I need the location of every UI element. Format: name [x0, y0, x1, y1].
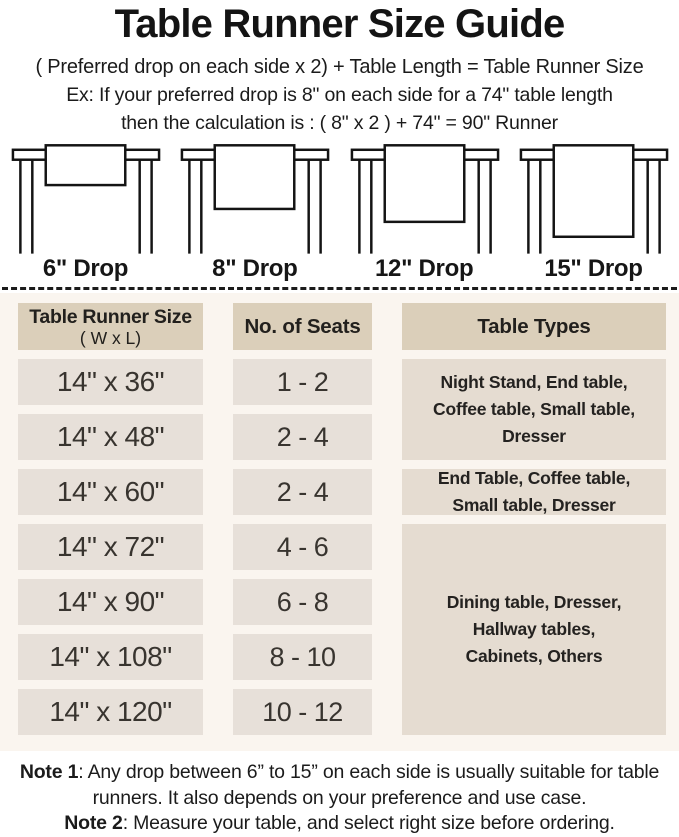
runner-size-cell: 14" x 90" [18, 579, 203, 625]
runner [384, 145, 464, 222]
note-1 [9, 760, 671, 811]
note-1-text: : Any drop between 6” to 15” on each side is usually suitable for table runners. It also depends on your preference and use case. [78, 761, 660, 809]
drop-figure-12 [340, 141, 509, 283]
table-runner-illustration [509, 141, 678, 254]
runner-size-cell: 14" x 48" [18, 414, 203, 460]
table-runner-illustration [170, 141, 339, 254]
table-types-cell-large [402, 524, 666, 735]
seats-cell: 4 - 6 [233, 524, 372, 570]
table-runner-illustration [340, 141, 509, 254]
table-types-cell-medium [402, 469, 666, 515]
drop-label: 6" Drop [42, 255, 129, 282]
drop-label: 15" Drop [544, 255, 643, 282]
table-types-text: Dining table, Dresser, Hallway tables, Cabinets, Others [446, 592, 622, 666]
note-2-text: : Measure your table, and select right size before ordering. [122, 812, 615, 834]
table-types-text: Night Stand, End table, Coffee table, Small table, Dresser [433, 372, 635, 446]
seats-cell: 10 - 12 [233, 689, 372, 735]
column-header-table-types: Table Types [402, 303, 666, 350]
runner-size-cell: 14" x 120" [18, 689, 203, 735]
table-types-text: End Table, Coffee table, Small table, Dresser [437, 468, 631, 515]
drop-label: 12" Drop [374, 255, 474, 282]
table-runner-illustration [1, 141, 170, 254]
seats-cell: 2 - 4 [233, 414, 372, 460]
example-text-line1: Ex: If your preferred drop is 8" on each side for a 74" table length [66, 84, 613, 106]
table-types-cell-small [402, 359, 666, 460]
drop-label: 8" Drop [212, 255, 298, 282]
runner [46, 145, 126, 185]
drop-illustrations-row [0, 135, 679, 283]
footer-notes [0, 760, 679, 837]
size-guide-table [0, 293, 679, 751]
drop-figure-6 [1, 141, 170, 283]
runner [554, 145, 634, 236]
dashed-divider [2, 287, 677, 290]
column-header-runner-size-title: Table Runner Size [29, 305, 192, 328]
page-title: Table Runner Size Guide [114, 2, 565, 46]
seats-cell: 8 - 10 [233, 634, 372, 680]
note-1-label: Note 1 [19, 761, 79, 783]
runner-size-cell: 14" x 108" [18, 634, 203, 680]
seats-cell: 6 - 8 [233, 579, 372, 625]
column-header-seats: No. of Seats [233, 303, 372, 350]
runner-size-cell: 14" x 72" [18, 524, 203, 570]
drop-figure-15 [509, 141, 678, 283]
runner-size-cell: 14" x 36" [18, 359, 203, 405]
column-header-runner-size-subtitle: ( W x L) [79, 327, 142, 348]
note-2-label: Note 2 [64, 812, 123, 834]
example-text-line2: then the calculation is : ( 8" x 2 ) + 74" = 90" Runner [121, 112, 558, 134]
drop-figure-8 [170, 141, 339, 283]
seats-cell: 2 - 4 [233, 469, 372, 515]
runner [215, 145, 295, 209]
column-header-runner-size [18, 303, 203, 350]
formula-text: ( Preferred drop on each side x 2) + Table Length = Table Runner Size [35, 56, 644, 78]
runner-size-cell: 14" x 60" [18, 469, 203, 515]
note-2 [9, 811, 671, 837]
seats-cell: 1 - 2 [233, 359, 372, 405]
